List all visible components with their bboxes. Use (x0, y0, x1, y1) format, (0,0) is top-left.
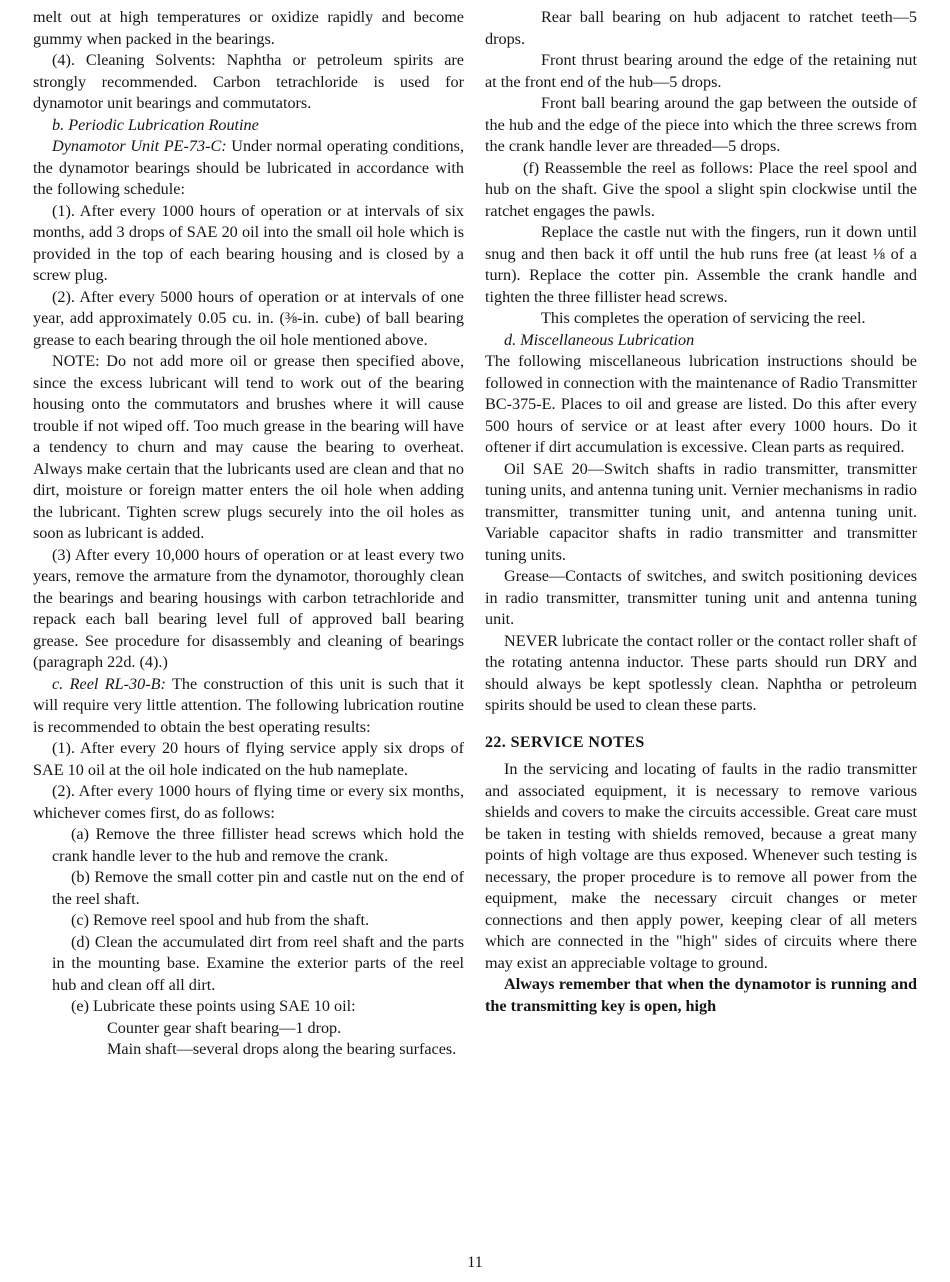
subsection-heading (485, 330, 917, 352)
subsection-title: Periodic Lubrication Routine (68, 115, 259, 134)
subsection-heading (33, 115, 464, 137)
bold-paragraph: Always remember that when the dynamotor is running and the transmitting key is open, high (485, 975, 917, 1015)
list-item: (d) Clean the accumulated dirt from reel shaft and the parts in the mounting base. Examine the exterior parts of the reel hub and clean off all dirt. (52, 932, 464, 994)
paragraph: This completes the operation of servicing the reel. (541, 309, 866, 327)
paragraph-text: The construction of this unit is such that it will require very little attention. The following lubrication routine is recommended to obtain the best operating results: (33, 674, 465, 736)
lubrication-point: Counter gear shaft bearing—1 drop. (107, 1018, 342, 1037)
subsection-title: Miscellaneous Lubrication (520, 330, 695, 349)
lubrication-point: Front thrust bearing around the edge of the retaining nut at the front end of the hub—5 drops. (485, 51, 917, 91)
paragraph: (2). After every 1000 hours of flying time or every six months, whichever comes first, do as follows: (33, 782, 464, 822)
paragraph: (1). After every 1000 hours of operation or at intervals of six months, add 3 drops of SAE 20 oil into the small oil hole which is provided in the top of each bearing housing and is closed by a screw plug. (33, 201, 464, 284)
page-number: 11 (467, 1254, 483, 1271)
subsection-label: d. (504, 330, 517, 349)
run-in-heading: Dynamotor Unit PE-73-C: (52, 137, 227, 155)
paragraph-text: Under normal operating conditions, the dynamotor bearings should be lubricated in accordance with the following schedule: (33, 137, 464, 198)
lubrication-point: Front ball bearing around the gap between the outside of the hub and the edge of the piece into which the three screws from the crank handle lever are threaded—5 drops. (485, 94, 917, 155)
paragraph: Grease—Contacts of switches, and switch positioning devices in radio transmitter, transmitter tuning unit and antenna tuning unit. (485, 567, 917, 628)
paragraph (33, 136, 464, 201)
list-item: (b) Remove the small cotter pin and castle nut on the end of the reel shaft. (52, 868, 464, 908)
paragraph: (3) After every 10,000 hours of operation or at least every two years, remove the armature from the dynamotor, thoroughly clean the bearings and bearing housings with carbon tetrachloride and repack each ball bearing level full of approved ball bearing grease. See procedure for disassembly and cleaning of bearings (paragraph 22d. (4).) (33, 545, 464, 671)
section-heading: 22. SERVICE NOTES (485, 733, 645, 751)
subsection-title: Reel RL-30-B: (69, 674, 166, 693)
list-item: (f) Reassemble the reel as follows: Place the reel spool and hub on the shaft. Give the spool a slight spin clockwise until the ratchet engages the pawls. (485, 158, 917, 220)
lubrication-point: Main shaft—several drops along the bearing surfaces. (107, 1040, 457, 1058)
paragraph: (4). Cleaning Solvents: Naphtha or petroleum spirits are strongly recommended. Carbon tetrachloride is used for dynamotor unit bearings and commutators. (33, 51, 464, 112)
paragraph: melt out at high temperatures or oxidize rapidly and become gummy when packed in the bearings. (33, 8, 464, 48)
warning-paragraph: NEVER lubricate the contact roller or the contact roller shaft of the rotating antenna inductor. These parts should run DRY and should always be kept spotlessly clean. Naphtha or petroleum spirits should be used to clean these parts. (485, 631, 917, 714)
paragraph: The following miscellaneous lubrication instructions should be followed in connection with the maintenance of Radio Transmitter BC-375-E. Places to oil and grease are listed. Do this after every 500 hours of service or at least after every 1000 hours. Do it oftener if dirt accumulation is excessive. Clean parts as required. (485, 352, 917, 456)
left-column (33, 7, 464, 1061)
paragraph: Oil SAE 20—Switch shafts in radio transmitter, transmitter tuning units, and antenna tuning unit. Vernier mechanisms in radio transmitter, transmitter tuning unit, and antenna tuning unit. Variable capacitor shafts in radio transmitter and transmitter tuning units. (485, 459, 917, 564)
note-paragraph: NOTE: Do not add more oil or grease then specified above, since the excess lubricant will tend to work out of the bearing housing onto the commutators and brushes where it will cause trouble if not wiped off. Too much grease in the bearing will have a tendency to churn and may cause the bearing to overheat. Always make certain that the lubricants used are clean and that no dirt, moisture or foreign matter enters the oil hole when adding the lubricant. Tighten screw plugs securely into the oil holes as soon as lubricant is added. (33, 352, 464, 542)
paragraph: (1). After every 20 hours of flying service apply six drops of SAE 10 oil at the oil hole indicated on the hub nameplate. (33, 739, 464, 779)
list-item: (e) Lubricate these points using SAE 10 oil: (71, 997, 356, 1015)
subsection-label: c. (52, 674, 64, 693)
right-column (485, 7, 917, 1017)
lubrication-point: Rear ball bearing on hub adjacent to ratchet teeth—5 drops. (485, 8, 917, 48)
subsection-label: b. (52, 115, 65, 134)
paragraph: In the servicing and locating of faults in the radio transmitter and associated equipment, it is necessary to remove various shields and covers to make the circuits accessible. Great care must be taken in testing with shields removed, because a great many points of high voltage are thus exposed. Whenever such testing is necessary, the proper procedure is to remove all power from the equipment, make the necessary circuit changes or meter connections and then apply power, keeping clear of all meters which are connected in the "high" sides of circuits where there may exist an appreciable voltage to ground. (485, 760, 917, 972)
paragraph: Replace the castle nut with the fingers, run it down until snug and then back it off until the hub runs free (at least ⅛ of a turn). Replace the cotter pin. Assemble the crank handle and tighten the three fillister head screws. (485, 223, 917, 306)
list-item: (a) Remove the three fillister head screws which hold the crank handle lever to the hub and remove the crank. (52, 825, 464, 865)
list-item: (c) Remove reel spool and hub from the shaft. (71, 911, 370, 929)
subsection-heading (33, 674, 464, 739)
paragraph: (2). After every 5000 hours of operation or at intervals of one year, add approximately 0.05 cu. in. (⅜-in. cube) of ball bearing grease to each bearing through the oil hole mentioned above. (33, 287, 464, 349)
